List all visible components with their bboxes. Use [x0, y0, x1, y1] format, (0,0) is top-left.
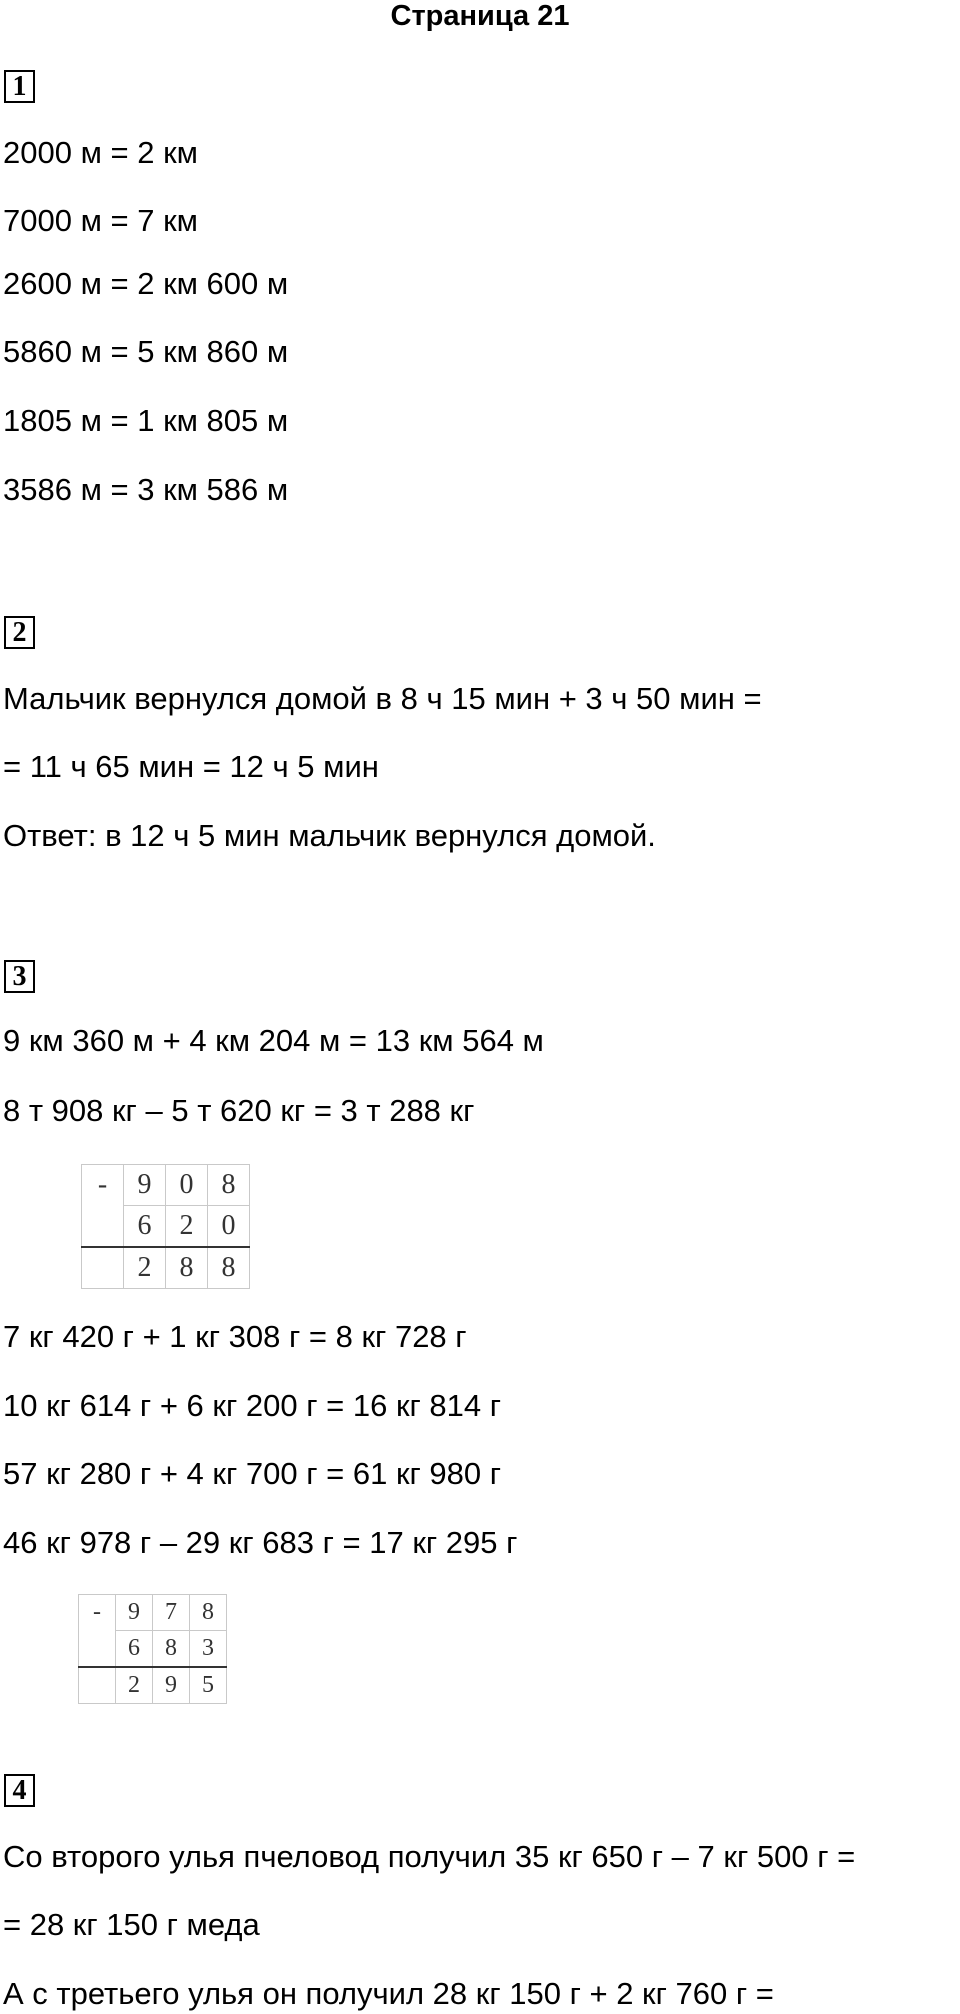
empty-cell — [79, 1631, 116, 1668]
result-digit-cell: 9 — [153, 1667, 190, 1704]
digit-cell: 0 — [208, 1206, 250, 1248]
task-3-line: 57 кг 280 г + 4 кг 700 г = 61 кг 980 г — [3, 1456, 502, 1491]
task-1-line: 1805 м = 1 км 805 м — [3, 403, 289, 438]
task-4-line: = 28 кг 150 г меда — [3, 1907, 260, 1942]
task-1-line: 5860 м = 5 км 860 м — [3, 334, 289, 369]
digit-cell: 8 — [153, 1631, 190, 1668]
task-3-line: 7 кг 420 г + 1 кг 308 г = 8 кг 728 г — [3, 1319, 467, 1354]
result-digit-cell: 8 — [166, 1247, 208, 1289]
task-3-line: 9 км 360 м + 4 км 204 м = 13 км 564 м — [3, 1023, 544, 1058]
digit-cell: 2 — [166, 1206, 208, 1248]
task-2-answer-line: Ответ: в 12 ч 5 мин мальчик вернулся домой. — [3, 818, 656, 853]
digit-cell: 7 — [153, 1595, 190, 1631]
empty-cell — [79, 1667, 116, 1704]
column-subtraction-978-683 — [78, 1594, 227, 1704]
empty-cell — [82, 1247, 124, 1289]
task-4-number-box: 4 — [4, 1774, 35, 1807]
column-subtraction-908-620 — [81, 1164, 250, 1289]
page-title: Страница 21 — [390, 0, 570, 32]
task-3-number-box: 3 — [4, 960, 35, 993]
task-1-line: 3586 м = 3 км 586 м — [3, 472, 289, 507]
minus-sign: - — [82, 1165, 124, 1206]
task-4-line: Со второго улья пчеловод получил 35 кг 650 г – 7 кг 500 г = — [3, 1839, 856, 1874]
digit-cell: 8 — [208, 1165, 250, 1206]
task-2-number-box: 2 — [4, 616, 35, 649]
task-3-line: 46 кг 978 г – 29 кг 683 г = 17 кг 295 г — [3, 1525, 518, 1560]
task-1-number-box: 1 — [4, 70, 35, 103]
result-digit-cell: 5 — [190, 1667, 227, 1704]
task-1-line: 2000 м = 2 км — [3, 135, 198, 170]
empty-cell — [82, 1206, 124, 1248]
task-4-line: А с третьего улья он получил 28 кг 150 г + 2 кг 760 г = — [3, 1976, 774, 2011]
minus-sign: - — [79, 1595, 116, 1631]
result-digit-cell: 8 — [208, 1247, 250, 1289]
result-digit-cell: 2 — [116, 1667, 153, 1704]
task-3-line: 10 кг 614 г + 6 кг 200 г = 16 кг 814 г — [3, 1388, 502, 1423]
task-2-line: = 11 ч 65 мин = 12 ч 5 мин — [3, 749, 379, 784]
digit-cell: 9 — [116, 1595, 153, 1631]
digit-cell: 0 — [166, 1165, 208, 1206]
digit-cell: 6 — [124, 1206, 166, 1248]
task-2-line: Мальчик вернулся домой в 8 ч 15 мин + 3 ч 50 мин = — [3, 681, 762, 716]
task-1-line: 7000 м = 7 км — [3, 203, 198, 238]
task-1-line: 2600 м = 2 км 600 м — [3, 266, 289, 301]
task-3-line: 8 т 908 кг – 5 т 620 кг = 3 т 288 кг — [3, 1093, 475, 1128]
digit-cell: 9 — [124, 1165, 166, 1206]
digit-cell: 8 — [190, 1595, 227, 1631]
digit-cell: 6 — [116, 1631, 153, 1668]
digit-cell: 3 — [190, 1631, 227, 1668]
result-digit-cell: 2 — [124, 1247, 166, 1289]
